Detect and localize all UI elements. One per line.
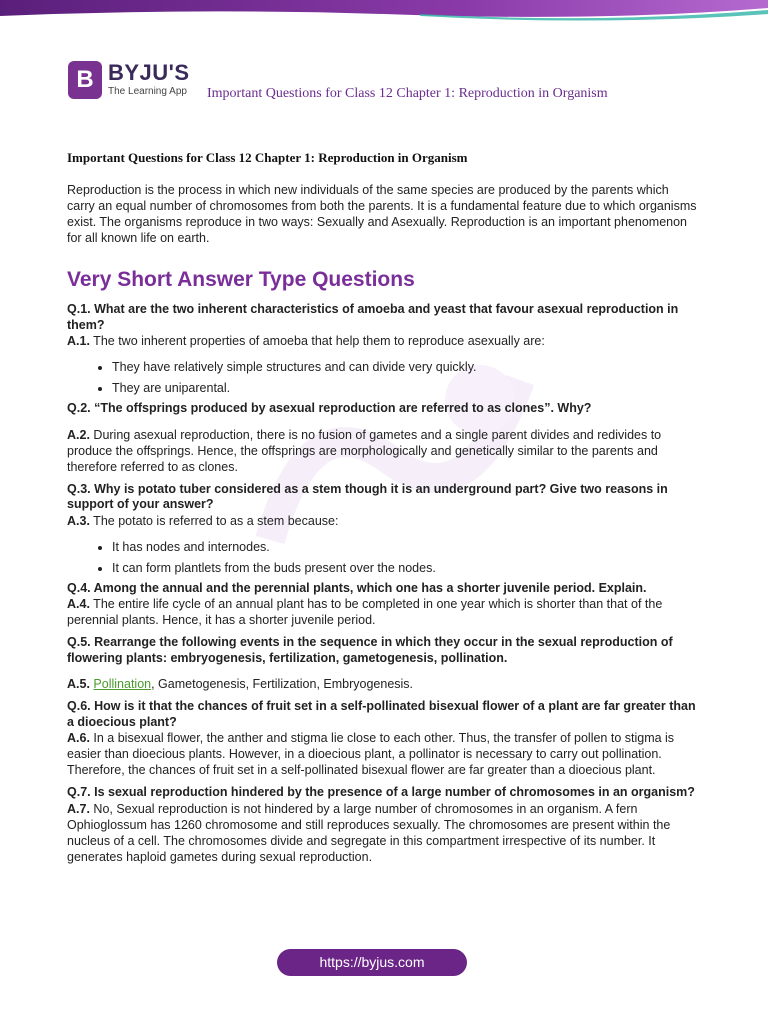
byjus-logo-icon[interactable]: B <box>68 61 102 99</box>
answer-text: , Gametogenesis, Fertilization, Embryogenesis. <box>151 677 414 691</box>
answer-label: A.6. <box>67 731 90 745</box>
answer-label: A.7. <box>67 801 90 816</box>
question-7: Q.7. Is sexual reproduction hindered by the presence of a large number of chromosomes in an organism? <box>67 785 695 799</box>
question-1: Q.1. What are the two inherent characteristics of amoeba and yeast that favour asexual reproduction in them? <box>67 302 679 332</box>
answer-text: The two inherent properties of amoeba that help them to reproduce asexually are: <box>89 334 545 348</box>
answer-1 <box>67 333 699 349</box>
answer-text: The potato is referred to as a stem because: <box>89 513 339 528</box>
bullet-list <box>67 359 699 396</box>
logo-tagline: The Learning App <box>108 86 187 97</box>
qa-item-4 <box>67 581 699 629</box>
qa-item-3 <box>67 482 699 576</box>
answer-text: During asexual reproduction, there is no fusion of gametes and a single parent divides and redivides to produce the offsprings. Hence, the offsprings are morphologically and genetically similar to the parents and therefore referred to as clones. <box>67 427 662 474</box>
answer-text: In a bisexual flower, the anther and stigma lie close to each other. Thus, the transfer of pollen to stigma is easier than dioecious plants. However, in a dioecious plant, a pollinator is necessary to carry out pollination. Therefore, the chances of fruit set in a self-pollinated bisexual flower are far greater than a dioecious plant. <box>67 731 675 777</box>
answer-2 <box>67 427 699 475</box>
answer-label: A.4. <box>67 597 90 611</box>
list-item: • They have relatively simple structures and can divide very quickly. <box>112 359 699 375</box>
qa-item-1 <box>67 302 699 396</box>
section-heading: Very Short Answer Type Questions <box>67 268 415 291</box>
logo-name: BYJU'S <box>108 60 190 85</box>
answer-label: A.1. <box>67 334 90 348</box>
qa-item-6 <box>67 699 699 778</box>
footer-url-link[interactable]: https://byjus.com <box>277 949 467 976</box>
answer-label: A.5. <box>67 677 90 691</box>
list-item: • It has nodes and internodes. <box>112 539 699 555</box>
question-4: Q.4. Among the annual and the perennial plants, which one has a shorter juvenile period. Explain. <box>67 580 647 595</box>
pollination-link[interactable]: Pollination <box>93 677 152 691</box>
answer-label: A.2. <box>67 427 90 442</box>
answer-4 <box>67 596 699 628</box>
intro-paragraph: Reproduction is the process in which new individuals of the same species are produced by the parents which carry an equal number of chromosomes from both the parents. It is a fundamental feature due to which organisms exist. The organisms reproduce in two ways: Sexually and Asexually. Reproduction is an important phenomenon for all known life on earth. <box>67 183 697 245</box>
answer-text: The entire life cycle of an annual plant has to be completed in one year which is shorter than that of the perennial plants. Hence, it has a shorter juvenile period. <box>67 597 663 627</box>
answer-5 <box>67 676 699 692</box>
qa-item-2 <box>67 401 699 475</box>
question-6: Q.6. How is it that the chances of fruit set in a self-pollinated bisexual flower of a plant are far greater than a dioecious plant? <box>67 699 696 729</box>
bullet-list <box>67 539 699 576</box>
answer-6 <box>67 730 699 778</box>
list-item: • It can form plantlets from the buds present over the nodes. <box>112 560 699 576</box>
qa-item-7 <box>67 785 699 865</box>
answer-3 <box>67 513 699 529</box>
document-body <box>67 150 699 865</box>
answer-7 <box>67 801 699 865</box>
list-item: • They are uniparental. <box>112 380 699 396</box>
answer-label: A.3. <box>67 513 90 528</box>
question-2: Q.2. “The offsprings produced by asexual reproduction are referred to as clones”. Why? <box>67 401 592 415</box>
question-3: Q.3. Why is potato tuber considered as a stem though it is an underground part? Give two reasons in support of your answer? <box>67 481 668 511</box>
qa-item-5 <box>67 635 699 692</box>
header-title: Important Questions for Class 12 Chapter 1: Reproduction in Organism <box>207 86 608 101</box>
top-wave-band <box>0 0 768 22</box>
answer-text: No, Sexual reproduction is not hindered by a large number of chromosomes in an organism. A fern Ophioglossum has 1260 chromosome and still reproduces sexually. The chromosomes are present within the nucleus of a cell. The chromosomes divide and segregate in this compartment irrespective of its number. It generates haploid gametes during sexual reproduction. <box>67 801 671 864</box>
document-title: Important Questions for Class 12 Chapter 1: Reproduction in Organism <box>67 150 468 165</box>
question-5: Q.5. Rearrange the following events in the sequence in which they occur in the sexual reproduction of flowering plants: embryogenesis, fertilization, gametogenesis, pollination. <box>67 635 673 665</box>
